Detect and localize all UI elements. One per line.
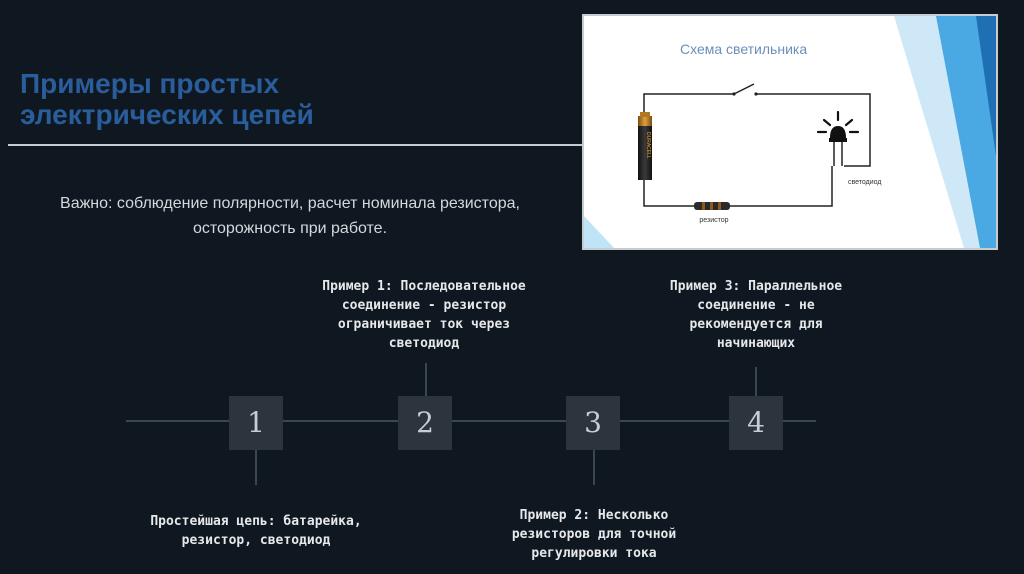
step-1-caption-line: резистор, светодиод (181, 533, 331, 548)
step-2-caption-line: соединение - резистор (341, 298, 507, 313)
step-4-box (729, 396, 783, 450)
step-3-caption-line: Пример 2: Несколько (519, 508, 669, 523)
step-3-caption-line: резисторов для точной (511, 527, 677, 542)
step-4-caption-line: соединение - не (697, 298, 815, 313)
important-note-line-2: осторожность при работе. (192, 220, 388, 237)
battery-brand-label: DURACELL (645, 132, 651, 159)
step-1-box (229, 396, 283, 450)
step-2-caption (274, 277, 574, 353)
battery-icon (638, 112, 652, 180)
step-4-caption-line: Пример 3: Параллельное (669, 279, 843, 294)
step-1-number: 1 (247, 406, 265, 439)
step-3-caption (464, 506, 724, 563)
connector-step-4 (755, 367, 757, 397)
resistor-icon (694, 202, 730, 210)
step-4-caption (616, 277, 896, 353)
step-2-caption-line: светодиод (388, 336, 460, 351)
slide-title-line-1: Примеры простых (20, 68, 280, 99)
led-icon (818, 112, 858, 166)
led-label: светодиод (848, 179, 882, 186)
switch-contact-icon (732, 92, 735, 95)
decor-shape-corner (584, 216, 614, 248)
step-2-number: 2 (416, 406, 434, 439)
step-3-caption-line: регулировки тока (531, 546, 657, 561)
step-1-caption (96, 512, 416, 550)
step-1-caption-line: Простейшая цепь: батарейка, (150, 514, 362, 529)
lamp-circuit-diagram (584, 16, 996, 248)
slide-title (20, 68, 314, 130)
step-4-caption-line: начинающих (716, 336, 796, 351)
step-4-number: 4 (747, 406, 765, 439)
circuit-wires (644, 84, 870, 206)
step-2-box (398, 396, 452, 450)
slide-title-line-2: электрических цепей (20, 99, 314, 130)
connector-step-2 (425, 363, 427, 397)
important-note-line-1: Важно: соблюдение полярности, расчет номинала резистора, (60, 195, 520, 212)
step-2-caption-line: ограничивает ток через (337, 317, 511, 332)
connector-step-3 (593, 449, 595, 485)
resistor-label: резистор (699, 217, 729, 224)
switch-contact-icon (754, 92, 757, 95)
step-3-box (566, 396, 620, 450)
circuit-picture (582, 14, 998, 250)
picture-heading: Схема светильника (680, 41, 808, 57)
step-2-caption-line: Пример 1: Последовательное (322, 279, 526, 294)
step-3-number: 3 (584, 406, 602, 439)
title-divider (8, 144, 586, 146)
important-note (26, 191, 554, 241)
connector-step-1 (255, 449, 257, 485)
step-4-caption-line: рекомендуется для (689, 317, 823, 332)
